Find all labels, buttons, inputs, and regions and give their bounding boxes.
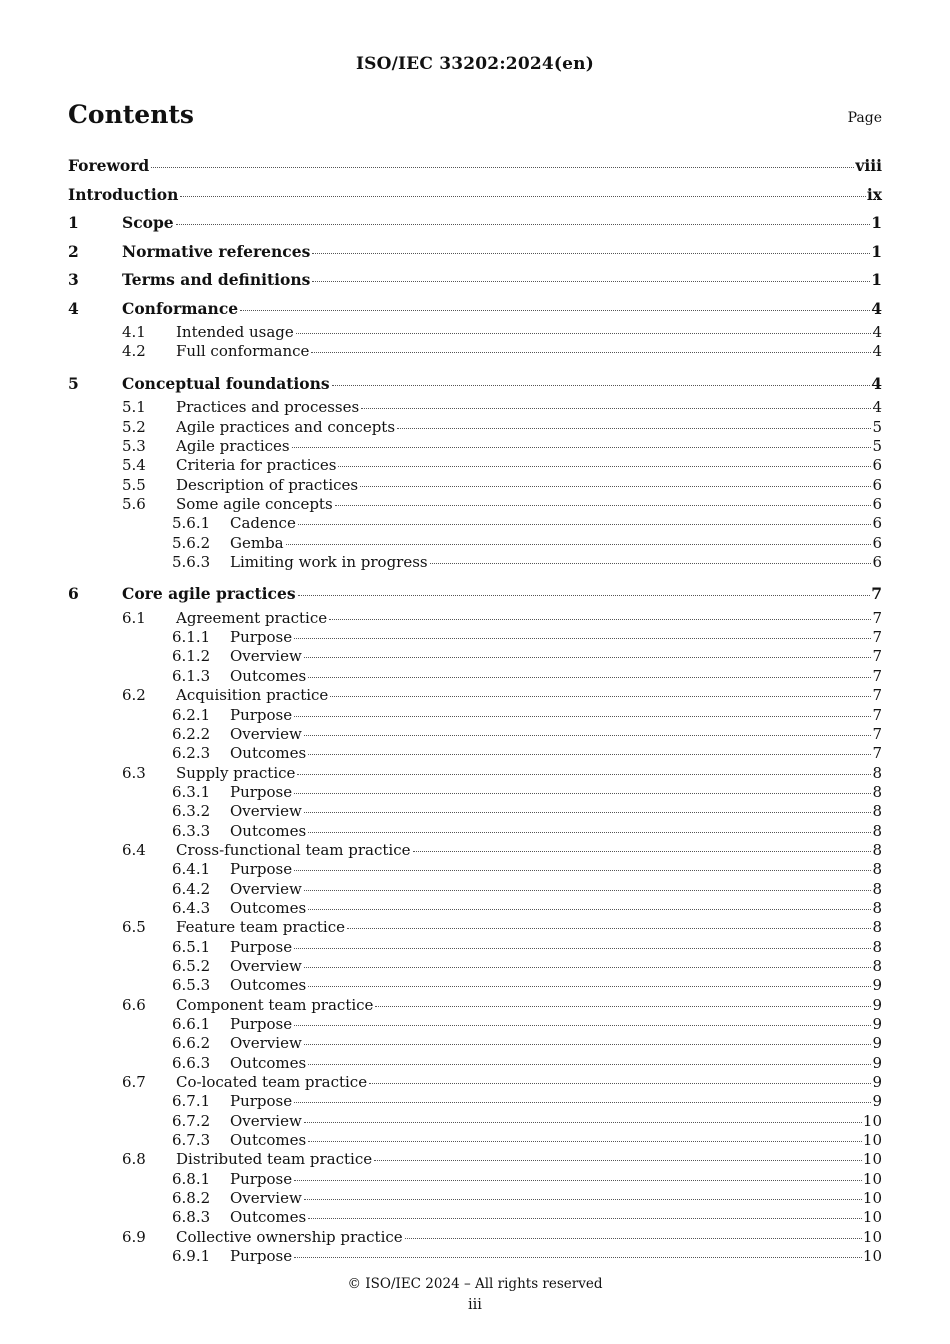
dot-leader	[294, 1102, 871, 1103]
toc-entry-title: Purpose	[230, 1015, 293, 1033]
dot-leader	[430, 563, 872, 564]
dot-leader	[361, 408, 871, 409]
toc-entry-title: Introduction	[68, 184, 179, 204]
toc-entry[interactable]	[68, 860, 882, 879]
toc-entry[interactable]	[68, 609, 882, 628]
toc-entry-page: 1	[871, 213, 882, 232]
toc-entry-title: Purpose	[230, 1247, 293, 1266]
toc-entry[interactable]	[68, 437, 882, 456]
toc-entry-page: 8	[872, 879, 882, 898]
dot-leader	[304, 812, 872, 813]
toc-entry-page: 10	[862, 1131, 882, 1150]
toc-entry[interactable]	[68, 706, 882, 725]
toc-entry-title: Purpose	[230, 628, 293, 647]
toc-entry-title: Supply practice	[176, 763, 296, 782]
toc-entry-page: 7	[872, 666, 882, 685]
toc-entry-page: 6	[872, 514, 882, 533]
toc-entry-title: Outcomes	[230, 898, 307, 917]
toc-entry-page: 8	[872, 821, 882, 840]
toc-entry-number: 6.4	[122, 840, 146, 859]
copyright-notice: © ISO/IEC 2024 – All rights reserved	[347, 1276, 603, 1292]
dot-leader	[151, 167, 854, 168]
toc-entry-page: 7	[872, 705, 882, 724]
toc-entry-title: Practices and processes	[176, 398, 360, 417]
toc-entry-number: 5.4	[122, 456, 146, 475]
toc-entry-title: Overview	[230, 1189, 302, 1208]
toc-entry-page: 4	[872, 342, 882, 361]
dot-leader	[312, 281, 870, 282]
dot-leader	[374, 1160, 862, 1161]
toc-entry[interactable]	[68, 1170, 882, 1189]
toc-entry[interactable]	[68, 1073, 882, 1092]
toc-entry[interactable]	[68, 1131, 882, 1150]
toc-entry-page: 1	[871, 270, 882, 289]
toc-entry-title: Scope	[122, 213, 174, 232]
toc-entry[interactable]	[68, 1092, 882, 1111]
toc-entry-number: 5.6	[122, 494, 146, 513]
toc-entry[interactable]	[68, 880, 882, 899]
toc-entry-title: Agile practices	[176, 436, 290, 455]
toc-entry-number: 6.7.2	[172, 1111, 211, 1130]
toc-entry[interactable]	[68, 456, 882, 475]
toc-entry-page: 9	[872, 976, 882, 995]
dot-leader	[304, 657, 872, 658]
toc-entry-title: Overview	[230, 879, 302, 898]
toc-entry[interactable]	[68, 744, 882, 763]
toc-entry[interactable]	[68, 1034, 882, 1053]
toc-entry-page: 6	[872, 475, 882, 494]
toc-entry-number: 2	[68, 241, 79, 261]
toc-entry-title: Acquisition practice	[176, 686, 329, 705]
toc-entry-title: Outcomes	[230, 976, 307, 995]
toc-entry-page: 6	[872, 456, 882, 475]
toc-entry-title: Component team practice	[176, 995, 374, 1014]
toc-entry-page: viii	[855, 156, 882, 175]
toc-entry[interactable]	[68, 209, 882, 238]
toc-entry-number: 6.6.1	[172, 1015, 211, 1033]
toc-entry-page: 4	[871, 298, 882, 318]
toc-entry-page: 8	[872, 782, 882, 801]
dot-leader	[304, 1044, 872, 1045]
dot-leader	[308, 909, 871, 910]
toc-entry-page: 7	[872, 744, 882, 763]
toc-entry[interactable]	[68, 152, 882, 181]
dot-leader	[286, 544, 872, 545]
dot-leader	[311, 352, 871, 353]
toc-entry-page: 10	[862, 1227, 882, 1246]
toc-entry[interactable]	[68, 802, 882, 821]
dot-leader	[294, 638, 871, 639]
toc-entry[interactable]	[68, 938, 882, 957]
toc-entry[interactable]	[68, 899, 882, 918]
toc-entry-title: Overview	[230, 956, 302, 975]
dot-leader	[312, 253, 870, 254]
toc-entry-title: Limiting work in progress	[230, 552, 428, 571]
dot-leader	[304, 1199, 862, 1200]
toc-entry-number: 6.2.2	[172, 724, 211, 743]
toc-entry-page: 9	[872, 1034, 882, 1053]
toc-entry-title: Full conformance	[176, 342, 310, 361]
dot-leader	[298, 524, 872, 525]
toc-entry-number: 1	[68, 213, 79, 232]
toc-entry[interactable]	[68, 1150, 882, 1169]
toc-entry-page: 8	[872, 918, 882, 937]
toc-entry-page: 5	[872, 436, 882, 455]
toc-entry-page: 10	[862, 1189, 882, 1208]
toc-entry[interactable]	[68, 418, 882, 437]
toc-entry-page: 8	[872, 802, 882, 821]
dot-leader	[240, 310, 870, 311]
toc-entry[interactable]	[68, 398, 882, 417]
toc-entry[interactable]	[68, 514, 882, 533]
toc-entry-title: Description of practices	[176, 475, 359, 494]
toc-entry-number: 6.3.3	[172, 821, 211, 840]
dot-leader	[294, 1180, 862, 1181]
toc-entry-title: Outcomes	[230, 744, 307, 763]
toc-entry-number: 6.4.1	[172, 860, 211, 879]
dot-leader	[308, 1064, 871, 1065]
toc-entry[interactable]	[68, 1189, 882, 1208]
toc-entry-page: 5	[872, 417, 882, 436]
toc-entry-number: 3	[68, 270, 79, 289]
toc-entry-title: Overview	[230, 802, 302, 821]
dot-leader	[308, 677, 871, 678]
toc-entry[interactable]	[68, 918, 882, 937]
dot-leader	[413, 851, 872, 852]
toc-entry-number: 5.6.3	[172, 552, 211, 571]
toc-entry[interactable]	[68, 1228, 882, 1247]
toc-entry[interactable]	[68, 686, 882, 705]
toc-entry-page: 4	[872, 323, 882, 341]
dot-leader	[304, 967, 872, 968]
toc-entry-page: 9	[872, 1092, 882, 1111]
toc-entry-page: 4	[872, 398, 882, 417]
toc-entry[interactable]	[68, 553, 882, 572]
toc-entry[interactable]	[68, 238, 882, 267]
dot-leader	[304, 735, 872, 736]
toc-entry-page: 10	[862, 1150, 882, 1169]
dot-leader	[292, 447, 872, 448]
toc-entry[interactable]	[68, 1247, 882, 1266]
toc-entry-title: Conceptual foundations	[122, 373, 330, 393]
dot-leader	[296, 333, 872, 334]
toc-entry-number: 6.6.3	[172, 1053, 211, 1072]
dot-leader	[176, 224, 871, 225]
toc-entry-title: Gemba	[230, 533, 284, 552]
toc-entry-number: 5.5	[122, 475, 146, 494]
toc-entry-page: 9	[872, 1073, 882, 1092]
toc-entry[interactable]	[68, 822, 882, 841]
toc-entry-page: 9	[872, 1015, 882, 1033]
toc-entry-title: Foreword	[68, 156, 150, 175]
toc-entry-page: 8	[872, 898, 882, 917]
toc-entry-number: 6.7	[122, 1073, 146, 1092]
toc-entry[interactable]	[68, 783, 882, 802]
toc-entry-number: 6.9.1	[172, 1247, 211, 1266]
toc-entry[interactable]	[68, 667, 882, 686]
toc-entry-number: 4.2	[122, 342, 146, 361]
toc-entry[interactable]	[68, 647, 882, 666]
toc-entry-number: 6.5.2	[172, 956, 211, 975]
toc-entry-title: Purpose	[230, 937, 293, 956]
dot-leader	[332, 385, 871, 386]
toc-entry-page: 7	[872, 608, 882, 627]
toc-entry-page: 9	[872, 995, 882, 1014]
toc-entry-number: 6.2	[122, 686, 146, 705]
toc-entry[interactable]	[68, 957, 882, 976]
toc-entry-page: 10	[862, 1169, 882, 1188]
toc-entry[interactable]	[68, 1015, 882, 1034]
page-number: iii	[468, 1297, 482, 1313]
toc-entry-title: Outcomes	[230, 1131, 307, 1150]
toc-entry-title: Purpose	[230, 860, 293, 879]
toc-entry[interactable]	[68, 1208, 882, 1227]
toc-entry-title: Outcomes	[230, 821, 307, 840]
dot-leader	[369, 1083, 871, 1084]
toc-entry-number: 6.1.2	[172, 647, 211, 666]
toc-entry-page: 4	[871, 373, 882, 393]
toc-entry-page: 8	[872, 956, 882, 975]
toc-entry-title: Purpose	[230, 1092, 293, 1111]
dot-leader	[308, 832, 871, 833]
dot-leader	[329, 619, 871, 620]
dot-leader	[294, 948, 871, 949]
toc-entry-number: 6.9	[122, 1227, 146, 1246]
toc-entry-number: 6.3.2	[172, 802, 211, 821]
toc-entry[interactable]	[68, 295, 882, 324]
dot-leader	[308, 754, 871, 755]
dot-leader	[308, 1141, 862, 1142]
dot-leader	[304, 890, 872, 891]
toc-entry[interactable]	[68, 841, 882, 860]
toc-entry[interactable]	[68, 725, 882, 744]
toc-entry-number: 6.5.3	[172, 976, 211, 995]
toc-entry-number: 6.3	[122, 763, 146, 782]
dot-leader	[294, 1025, 871, 1026]
toc-entry-page: 6	[872, 552, 882, 571]
toc-entry[interactable]	[68, 1112, 882, 1131]
dot-leader	[335, 505, 872, 506]
toc-entry[interactable]	[68, 628, 882, 647]
toc-entry[interactable]	[68, 764, 882, 783]
dot-leader	[397, 428, 871, 429]
toc-entry-page: 7	[871, 584, 882, 604]
toc-entry[interactable]	[68, 976, 882, 995]
toc-entry-title: Normative references	[122, 241, 311, 261]
dot-leader	[375, 1006, 871, 1007]
table-of-contents	[68, 152, 882, 1266]
toc-entry-page: 7	[872, 647, 882, 666]
toc-entry-page: 6	[872, 494, 882, 513]
toc-entry-number: 4	[68, 298, 79, 318]
toc-entry-title: Agreement practice	[176, 608, 328, 627]
dot-leader	[308, 1218, 862, 1219]
toc-entry-number: 6.2.3	[172, 744, 211, 763]
toc-entry[interactable]	[68, 495, 882, 514]
toc-entry-title: Cadence	[230, 514, 296, 533]
toc-entry-title: Overview	[230, 724, 302, 743]
toc-entry[interactable]	[68, 1054, 882, 1073]
dot-leader	[294, 793, 871, 794]
dot-leader	[298, 595, 871, 596]
dot-leader	[294, 1257, 862, 1258]
toc-entry-title: Some agile concepts	[176, 494, 333, 513]
toc-entry-number: 6.5.1	[172, 937, 211, 956]
toc-entry-number: 6.1.1	[172, 628, 211, 647]
document-header: ISO/IEC 33202:2024(en)	[355, 54, 594, 74]
dot-leader	[308, 986, 871, 987]
toc-entry-page: 10	[862, 1111, 882, 1130]
toc-entry-number: 6.2.1	[172, 705, 211, 724]
dot-leader	[294, 716, 871, 717]
dot-leader	[304, 1122, 862, 1123]
toc-entry-page: ix	[866, 184, 882, 204]
dot-leader	[297, 774, 871, 775]
toc-entry-title: Purpose	[230, 1169, 293, 1188]
toc-entry[interactable]	[68, 370, 882, 399]
toc-entry-title: Distributed team practice	[176, 1150, 373, 1169]
toc-entry-page: 7	[872, 628, 882, 647]
toc-entry-page: 9	[872, 1053, 882, 1072]
toc-entry-number: 6	[68, 584, 79, 604]
toc-entry-page: 8	[872, 860, 882, 879]
toc-entry[interactable]	[68, 476, 882, 495]
toc-entry-number: 5.1	[122, 398, 146, 417]
toc-entry-number: 6.8.2	[172, 1189, 211, 1208]
toc-entry[interactable]	[68, 580, 882, 609]
dot-leader	[360, 486, 871, 487]
toc-entry-title: Criteria for practices	[176, 456, 337, 475]
toc-entry-title: Outcomes	[230, 666, 307, 685]
toc-entry[interactable]	[68, 996, 882, 1015]
toc-entry-number: 6.4.3	[172, 898, 211, 917]
toc-entry-title: Cross-functional team practice	[176, 840, 411, 859]
contents-title: Contents	[68, 100, 195, 129]
toc-entry[interactable]	[68, 534, 882, 553]
dot-leader	[405, 1238, 862, 1239]
toc-entry-page: 6	[872, 533, 882, 552]
toc-entry-title: Terms and definitions	[122, 270, 311, 289]
toc-entry-page: 8	[872, 937, 882, 956]
toc-entry-number: 6.8.1	[172, 1169, 211, 1188]
toc-entry-title: Intended usage	[176, 323, 294, 341]
toc-entry-page: 10	[862, 1208, 882, 1227]
toc-entry-page: 8	[872, 763, 882, 782]
toc-entry-number: 6.1	[122, 608, 146, 627]
toc-entry-page: 7	[872, 686, 882, 705]
toc-entry-page: 7	[872, 724, 882, 743]
toc-entry-number: 5.6.2	[172, 533, 211, 552]
toc-entry-number: 5.2	[122, 417, 146, 436]
toc-entry-number: 6.7.1	[172, 1092, 211, 1111]
toc-entry-title: Outcomes	[230, 1208, 307, 1227]
toc-entry-page: 10	[862, 1247, 882, 1266]
toc-entry-number: 6.6	[122, 995, 146, 1014]
toc-entry-title: Overview	[230, 647, 302, 666]
toc-entry-title: Purpose	[230, 782, 293, 801]
toc-entry-number: 4.1	[122, 323, 146, 341]
toc-entry-number: 6.8.3	[172, 1208, 211, 1227]
page-column-label: Page	[847, 110, 882, 126]
toc-entry-page: 1	[871, 241, 882, 261]
toc-entry-number: 5.6.1	[172, 514, 211, 533]
dot-leader	[338, 466, 871, 467]
toc-entry[interactable]	[68, 181, 882, 210]
toc-entry-number: 6.6.2	[172, 1034, 211, 1053]
toc-entry-number: 6.3.1	[172, 782, 211, 801]
toc-entry-title: Core agile practices	[122, 584, 296, 604]
toc-entry[interactable]	[68, 266, 882, 295]
toc-entry-number: 6.5	[122, 918, 146, 937]
toc-entry-title: Conformance	[122, 298, 239, 318]
toc-entry-title: Overview	[230, 1034, 302, 1053]
toc-entry-number: 6.7.3	[172, 1131, 211, 1150]
toc-entry-title: Feature team practice	[176, 918, 345, 937]
toc-entry-title: Overview	[230, 1111, 302, 1130]
toc-entry-title: Outcomes	[230, 1053, 307, 1072]
toc-entry-number: 6.8	[122, 1150, 146, 1169]
dot-leader	[180, 196, 865, 197]
toc-entry-number: 6.4.2	[172, 879, 211, 898]
toc-entry-page: 8	[872, 840, 882, 859]
toc-entry-title: Co-located team practice	[176, 1073, 368, 1092]
dot-leader	[294, 870, 871, 871]
toc-entry[interactable]	[68, 342, 882, 361]
dot-leader	[330, 696, 871, 697]
toc-entry[interactable]	[68, 323, 882, 342]
toc-entry-number: 6.1.3	[172, 666, 211, 685]
toc-entry-title: Agile practices and concepts	[176, 417, 396, 436]
toc-entry-number: 5	[68, 373, 79, 393]
dot-leader	[347, 928, 871, 929]
toc-entry-title: Collective ownership practice	[176, 1227, 403, 1246]
toc-entry-title: Purpose	[230, 705, 293, 724]
toc-entry-number: 5.3	[122, 436, 146, 455]
